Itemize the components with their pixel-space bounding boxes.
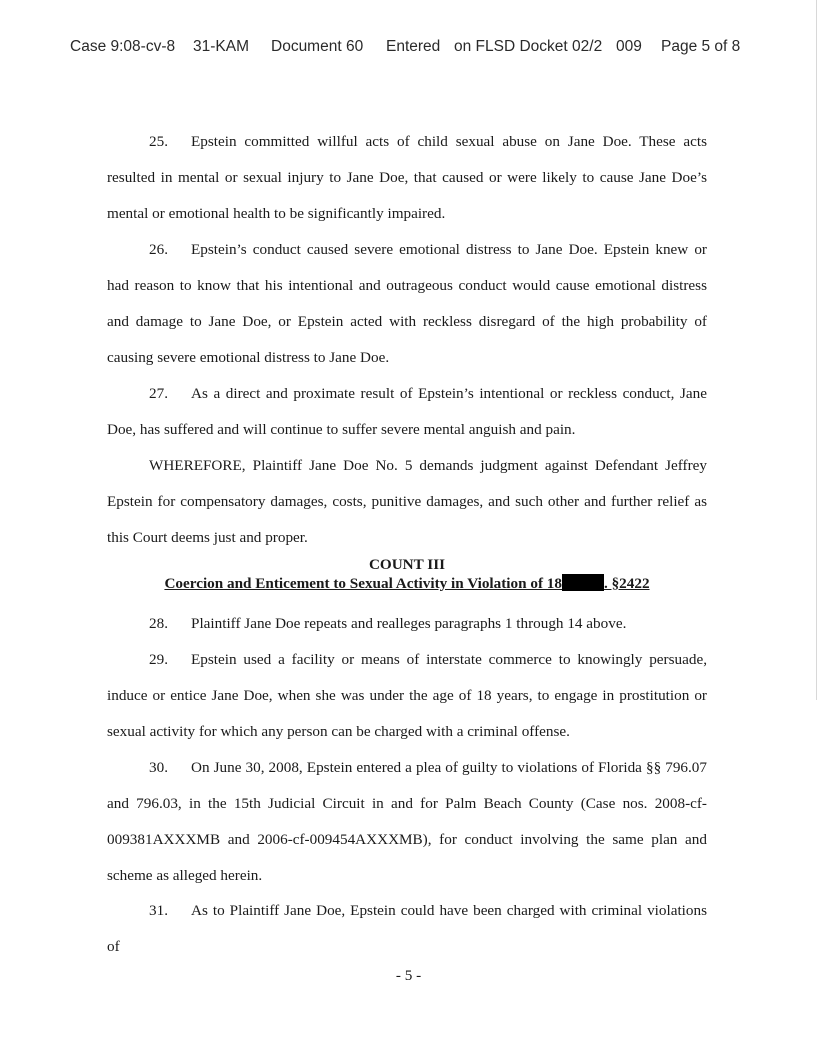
paragraph-text: Epstein’s conduct caused severe emotional distress to Jane Doe. Epstein knew or had reason to know that his intentional and outrageous conduct would cause emotional distress and damage to Jane Doe, or Epstein acted with reckless disregard of the high probability of causing severe emotional distress to Jane Doe. — [107, 241, 707, 366]
paragraph-number: 28. — [149, 615, 168, 632]
paragraph-number: 27. — [149, 385, 168, 402]
paragraph-25 — [107, 124, 707, 232]
paragraph-text: Plaintiff Jane Doe repeats and realleges paragraphs 1 through 14 above. — [191, 615, 627, 632]
header-document: Document 60 — [271, 38, 364, 55]
paragraph-number: 31. — [149, 902, 168, 919]
header-year: 009 — [616, 38, 642, 55]
paragraph-text: As a direct and proximate result of Epstein’s intentional or reckless conduct, Jane Doe, has suffered and will continue to suffer severe mental anguish and pain. — [107, 385, 707, 438]
header-page: Page 5 of 8 — [661, 38, 741, 55]
header-entered: Entered — [386, 38, 441, 55]
header-case: Case 9:08-cv-8 — [70, 38, 176, 55]
paragraph-29 — [107, 642, 707, 750]
count-subtitle-text: Coercion and Enticement to Sexual Activity in Violation of 18 — [164, 575, 562, 592]
count-title: COUNT III — [368, 556, 446, 573]
wherefore-clause — [107, 448, 707, 556]
paragraph-number: 29. — [149, 651, 168, 668]
redaction-box — [562, 574, 604, 591]
page-number: - 5 - — [395, 967, 422, 984]
header-case-suffix: 31-KAM — [193, 38, 249, 55]
paragraph-text: As to Plaintiff Jane Doe, Epstein could have been charged with criminal violations of — [107, 902, 707, 955]
count-subtitle — [107, 574, 707, 593]
paragraph-27 — [107, 376, 707, 448]
paragraph-text: WHEREFORE, Plaintiff Jane Doe No. 5 demands judgment against Defendant Jeffrey Epstein for compensatory damages, costs, punitive damages, and such other and further relief as this Court deems just and proper. — [107, 457, 707, 546]
paragraph-text: Epstein committed willful acts of child sexual abuse on Jane Doe. These acts resulted in mental or sexual injury to Jane Doe, that caused or were likely to cause Jane Doe’s mental or emotional health to be significantly impaired. — [107, 133, 707, 222]
header-docket: on FLSD Docket 02/2 — [454, 38, 603, 55]
paragraph-text: Epstein used a facility or means of interstate commerce to knowingly persuade, induce or entice Jane Doe, when she was under the age of 18 years, to engage in prostitution or sexual activity for which any person can be charged with a criminal offense. — [107, 651, 707, 740]
count-subtitle-statute: . §2422 — [603, 575, 650, 592]
paragraph-28 — [107, 606, 707, 642]
paragraph-number: 26. — [149, 241, 168, 258]
paragraph-number: 30. — [149, 759, 168, 776]
paragraph-30 — [107, 750, 707, 894]
paragraph-number: 25. — [149, 133, 168, 150]
paragraph-26 — [107, 232, 707, 376]
paragraph-text: On June 30, 2008, Epstein entered a plea of guilty to violations of Florida §§ 796.07 and 796.03, in the 15th Judicial Circuit in and for Palm Beach County (Case nos. 2008-cf-009381AXXXMB and 2006-cf-009454AXXXMB), for conduct involving the same plan and scheme as alleged herein. — [107, 759, 707, 884]
paragraph-31 — [107, 893, 707, 965]
